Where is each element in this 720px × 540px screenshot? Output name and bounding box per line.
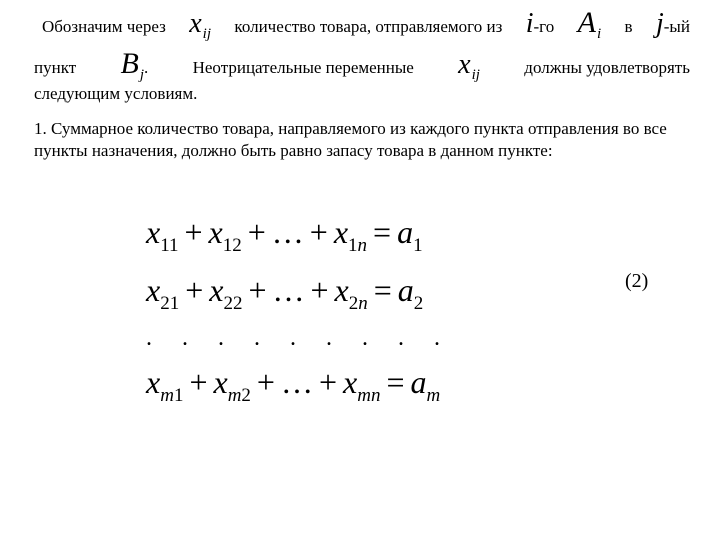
variable-ai: Ai xyxy=(577,6,602,42)
equation-row-1: $x_{11} + x_{12}$ + … + $x_{1n} = a_1$ xyxy=(146,214,423,256)
equation-row-m: $x_{m1} + x_{m2}$ + … + $x_{mn} = a_m$ xyxy=(146,364,441,406)
intro-line-3: следующим условиям. xyxy=(34,84,198,103)
intro-word: Неотрицательные переменные xyxy=(192,57,414,77)
intro-word: должны удовлетворять xyxy=(524,57,690,77)
variable-bj: Bj. xyxy=(120,46,149,83)
intro-line-1 xyxy=(34,8,690,45)
intro-word: количество товара, отправляемого из xyxy=(234,17,503,36)
intro-word: пункт xyxy=(34,57,77,77)
variable-xij: xij xyxy=(458,48,480,83)
intro-text xyxy=(34,8,690,105)
ellipsis-dots-row: . . . . . . . . . xyxy=(146,325,440,351)
index-j: j-ый xyxy=(655,8,690,39)
equation-row-2: $x_{21} + x_{22}$ + … + $x_{2n} = a_2$ xyxy=(146,272,424,314)
intro-word: в xyxy=(624,17,633,36)
condition-paragraph: 1. Суммарное количество товара, направляемого из каждого пункта отправления во все пункты назначения, должно быть равно запасу товара в данном пункте: xyxy=(34,119,667,160)
equation-number: (2) xyxy=(625,270,649,292)
index-i: i-го xyxy=(525,8,555,39)
intro-line-2 xyxy=(34,46,690,86)
variable-xij: xij xyxy=(189,8,212,42)
intro-word: Обозначим через xyxy=(42,17,166,36)
